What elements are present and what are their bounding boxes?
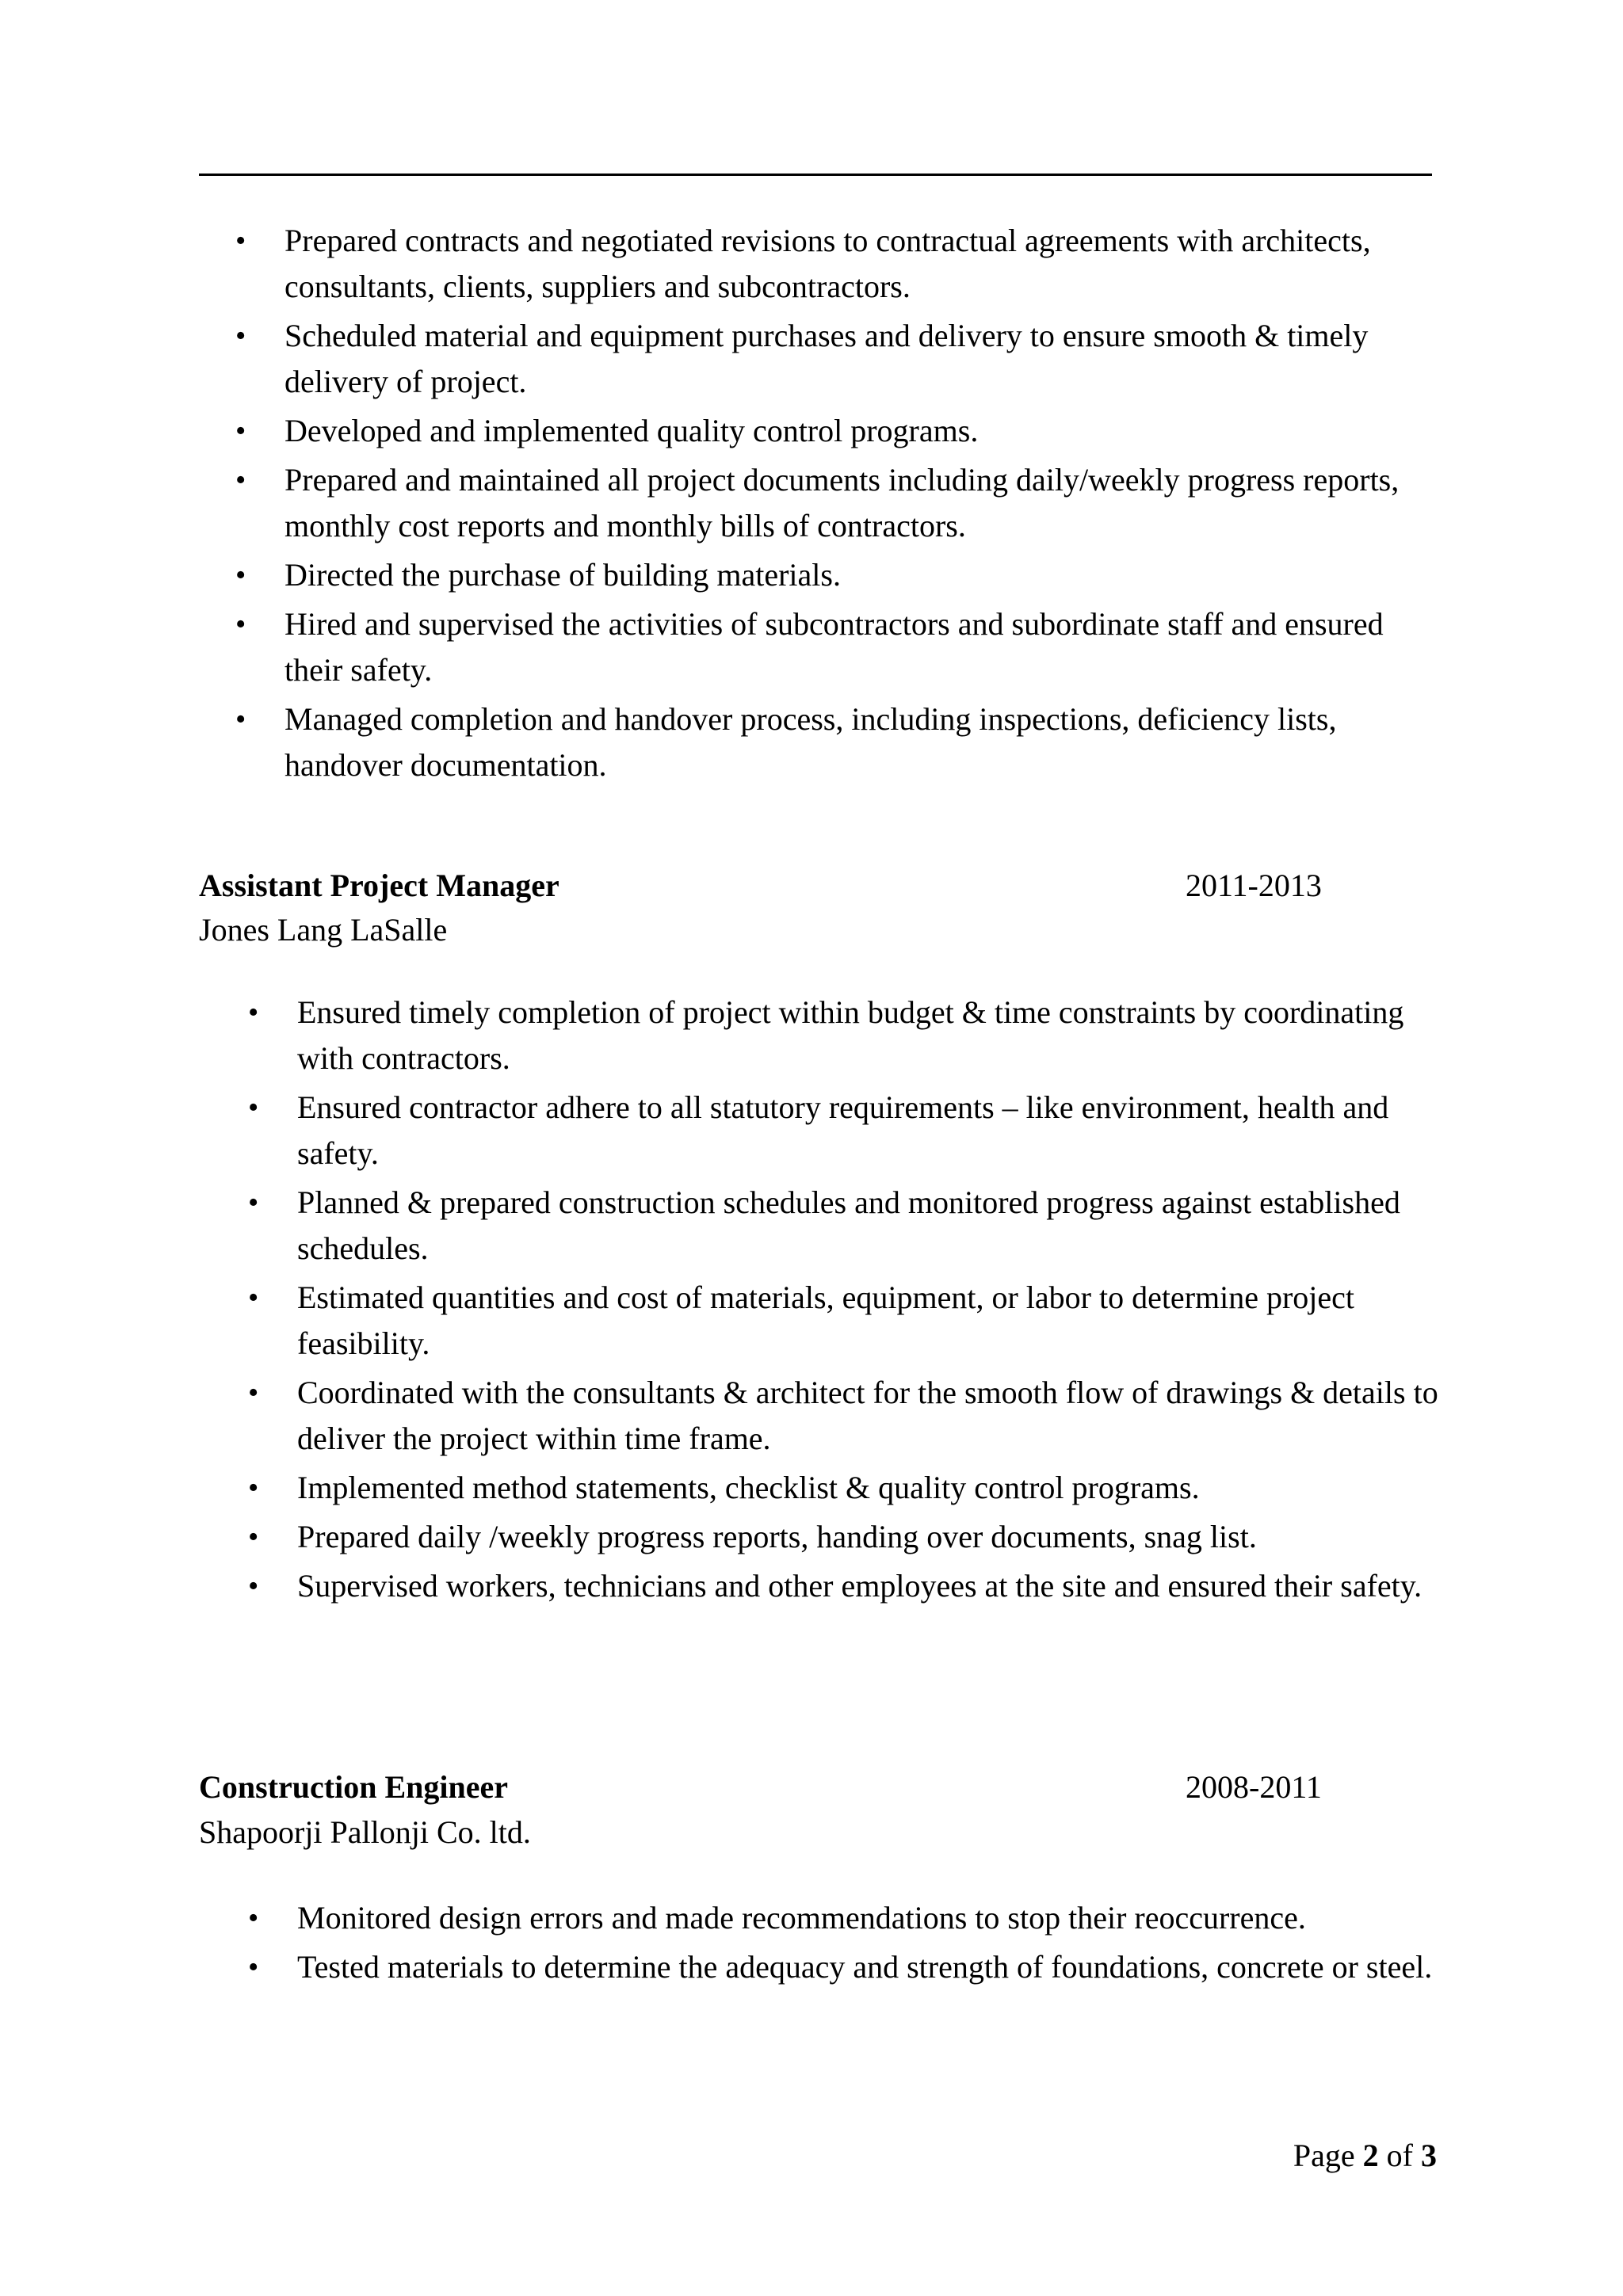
list-item-text: Ensured contractor adhere to all statutory requirements – like environment, health and safety. bbox=[297, 1089, 1389, 1171]
list-item bbox=[248, 1944, 1443, 1990]
list-item-text: Estimated quantities and cost of materials, equipment, or labor to determine project feasibility. bbox=[297, 1280, 1355, 1361]
list-item-text: Scheduled material and equipment purchases and delivery to ensure smooth & timely delivery of project. bbox=[285, 318, 1369, 399]
list-item-text: Prepared contracts and negotiated revisions to contractual agreements with architects, consultants, clients, suppliers and subcontractors. bbox=[285, 223, 1371, 304]
list-item-text: Tested materials to determine the adequacy and strength of foundations, concrete or steel. bbox=[297, 1949, 1433, 1985]
list-item bbox=[235, 313, 1442, 405]
bullet-icon: • bbox=[248, 1281, 259, 1314]
bullet-icon: • bbox=[235, 608, 246, 641]
list-item bbox=[248, 990, 1443, 1081]
total-pages: 3 bbox=[1421, 2138, 1437, 2173]
list-item-text: Planned & prepared construction schedules and monitored progress against established schedules. bbox=[297, 1184, 1400, 1266]
bullet-icon: • bbox=[235, 319, 246, 353]
list-item-text: Supervised workers, technicians and other employees at the site and ensured their safety. bbox=[297, 1568, 1423, 1604]
bullet-icon: • bbox=[248, 996, 259, 1029]
bullet-icon: • bbox=[235, 703, 246, 736]
list-item-text: Prepared and maintained all project documents including daily/weekly progress reports, monthly cost reports and monthly bills of contractors. bbox=[285, 462, 1400, 543]
current-page: 2 bbox=[1362, 2138, 1379, 2173]
list-item bbox=[248, 1085, 1443, 1177]
bullet-icon: • bbox=[248, 1376, 259, 1409]
list-item bbox=[248, 1563, 1443, 1609]
job-title: Construction Engineer bbox=[199, 1769, 508, 1805]
list-item-text: Managed completion and handover process, including inspections, deficiency lists, handover documentation. bbox=[285, 701, 1337, 783]
page-number bbox=[1293, 2137, 1437, 2175]
bullet-icon: • bbox=[248, 1520, 259, 1554]
bullet-icon: • bbox=[248, 1091, 259, 1124]
list-item-text: Coordinated with the consultants & architect for the smooth flow of drawings & details to deliver the project within time frame. bbox=[297, 1375, 1438, 1456]
header-divider bbox=[199, 174, 1432, 176]
bullet-icon: • bbox=[235, 559, 246, 592]
job-years: 2011-2013 bbox=[1186, 868, 1322, 903]
bullet-icon: • bbox=[248, 1471, 259, 1505]
bullet-icon: • bbox=[248, 1186, 259, 1219]
bullet-icon: • bbox=[248, 1901, 259, 1935]
job-title: Assistant Project Manager bbox=[199, 868, 559, 903]
list-item-text: Hired and supervised the activities of subcontractors and subordinate staff and ensured their safety. bbox=[285, 606, 1384, 688]
list-item bbox=[235, 218, 1442, 310]
list-item bbox=[248, 1180, 1443, 1272]
list-item bbox=[248, 1895, 1443, 1941]
list-item bbox=[248, 1275, 1443, 1367]
list-item-text: Ensured timely completion of project within budget & time constraints by coordinating with contractors. bbox=[297, 994, 1404, 1076]
company-name: Jones Lang LaSalle bbox=[199, 912, 448, 948]
job-responsibilities bbox=[248, 1895, 1443, 1990]
company-name: Shapoorji Pallonji Co. ltd. bbox=[199, 1814, 531, 1850]
list-item bbox=[235, 696, 1442, 788]
page-label: Page bbox=[1293, 2138, 1355, 2173]
bullet-icon: • bbox=[248, 1951, 259, 1984]
job-years: 2008-2011 bbox=[1186, 1769, 1322, 1805]
list-item-text: Implemented method statements, checklist & quality control programs. bbox=[297, 1470, 1200, 1505]
list-item bbox=[235, 408, 1442, 454]
list-item bbox=[248, 1370, 1443, 1462]
list-item bbox=[235, 601, 1442, 693]
list-item bbox=[248, 1465, 1443, 1511]
list-item bbox=[235, 552, 1442, 598]
bullet-icon: • bbox=[235, 463, 246, 497]
bullet-icon: • bbox=[235, 224, 246, 257]
list-item-text: Developed and implemented quality control programs. bbox=[285, 413, 979, 448]
bullet-icon: • bbox=[248, 1569, 259, 1603]
list-item-text: Prepared daily /weekly progress reports, handing over documents, snag list. bbox=[297, 1519, 1257, 1554]
page-separator: of bbox=[1386, 2138, 1413, 2173]
list-item-text: Monitored design errors and made recommendations to stop their reoccurrence. bbox=[297, 1900, 1306, 1936]
list-item-text: Directed the purchase of building materials. bbox=[285, 557, 841, 593]
job-responsibilities bbox=[248, 990, 1443, 1609]
previous-job-responsibilities bbox=[235, 218, 1442, 788]
bullet-icon: • bbox=[235, 414, 246, 448]
list-item bbox=[248, 1514, 1443, 1560]
list-item bbox=[235, 457, 1442, 549]
